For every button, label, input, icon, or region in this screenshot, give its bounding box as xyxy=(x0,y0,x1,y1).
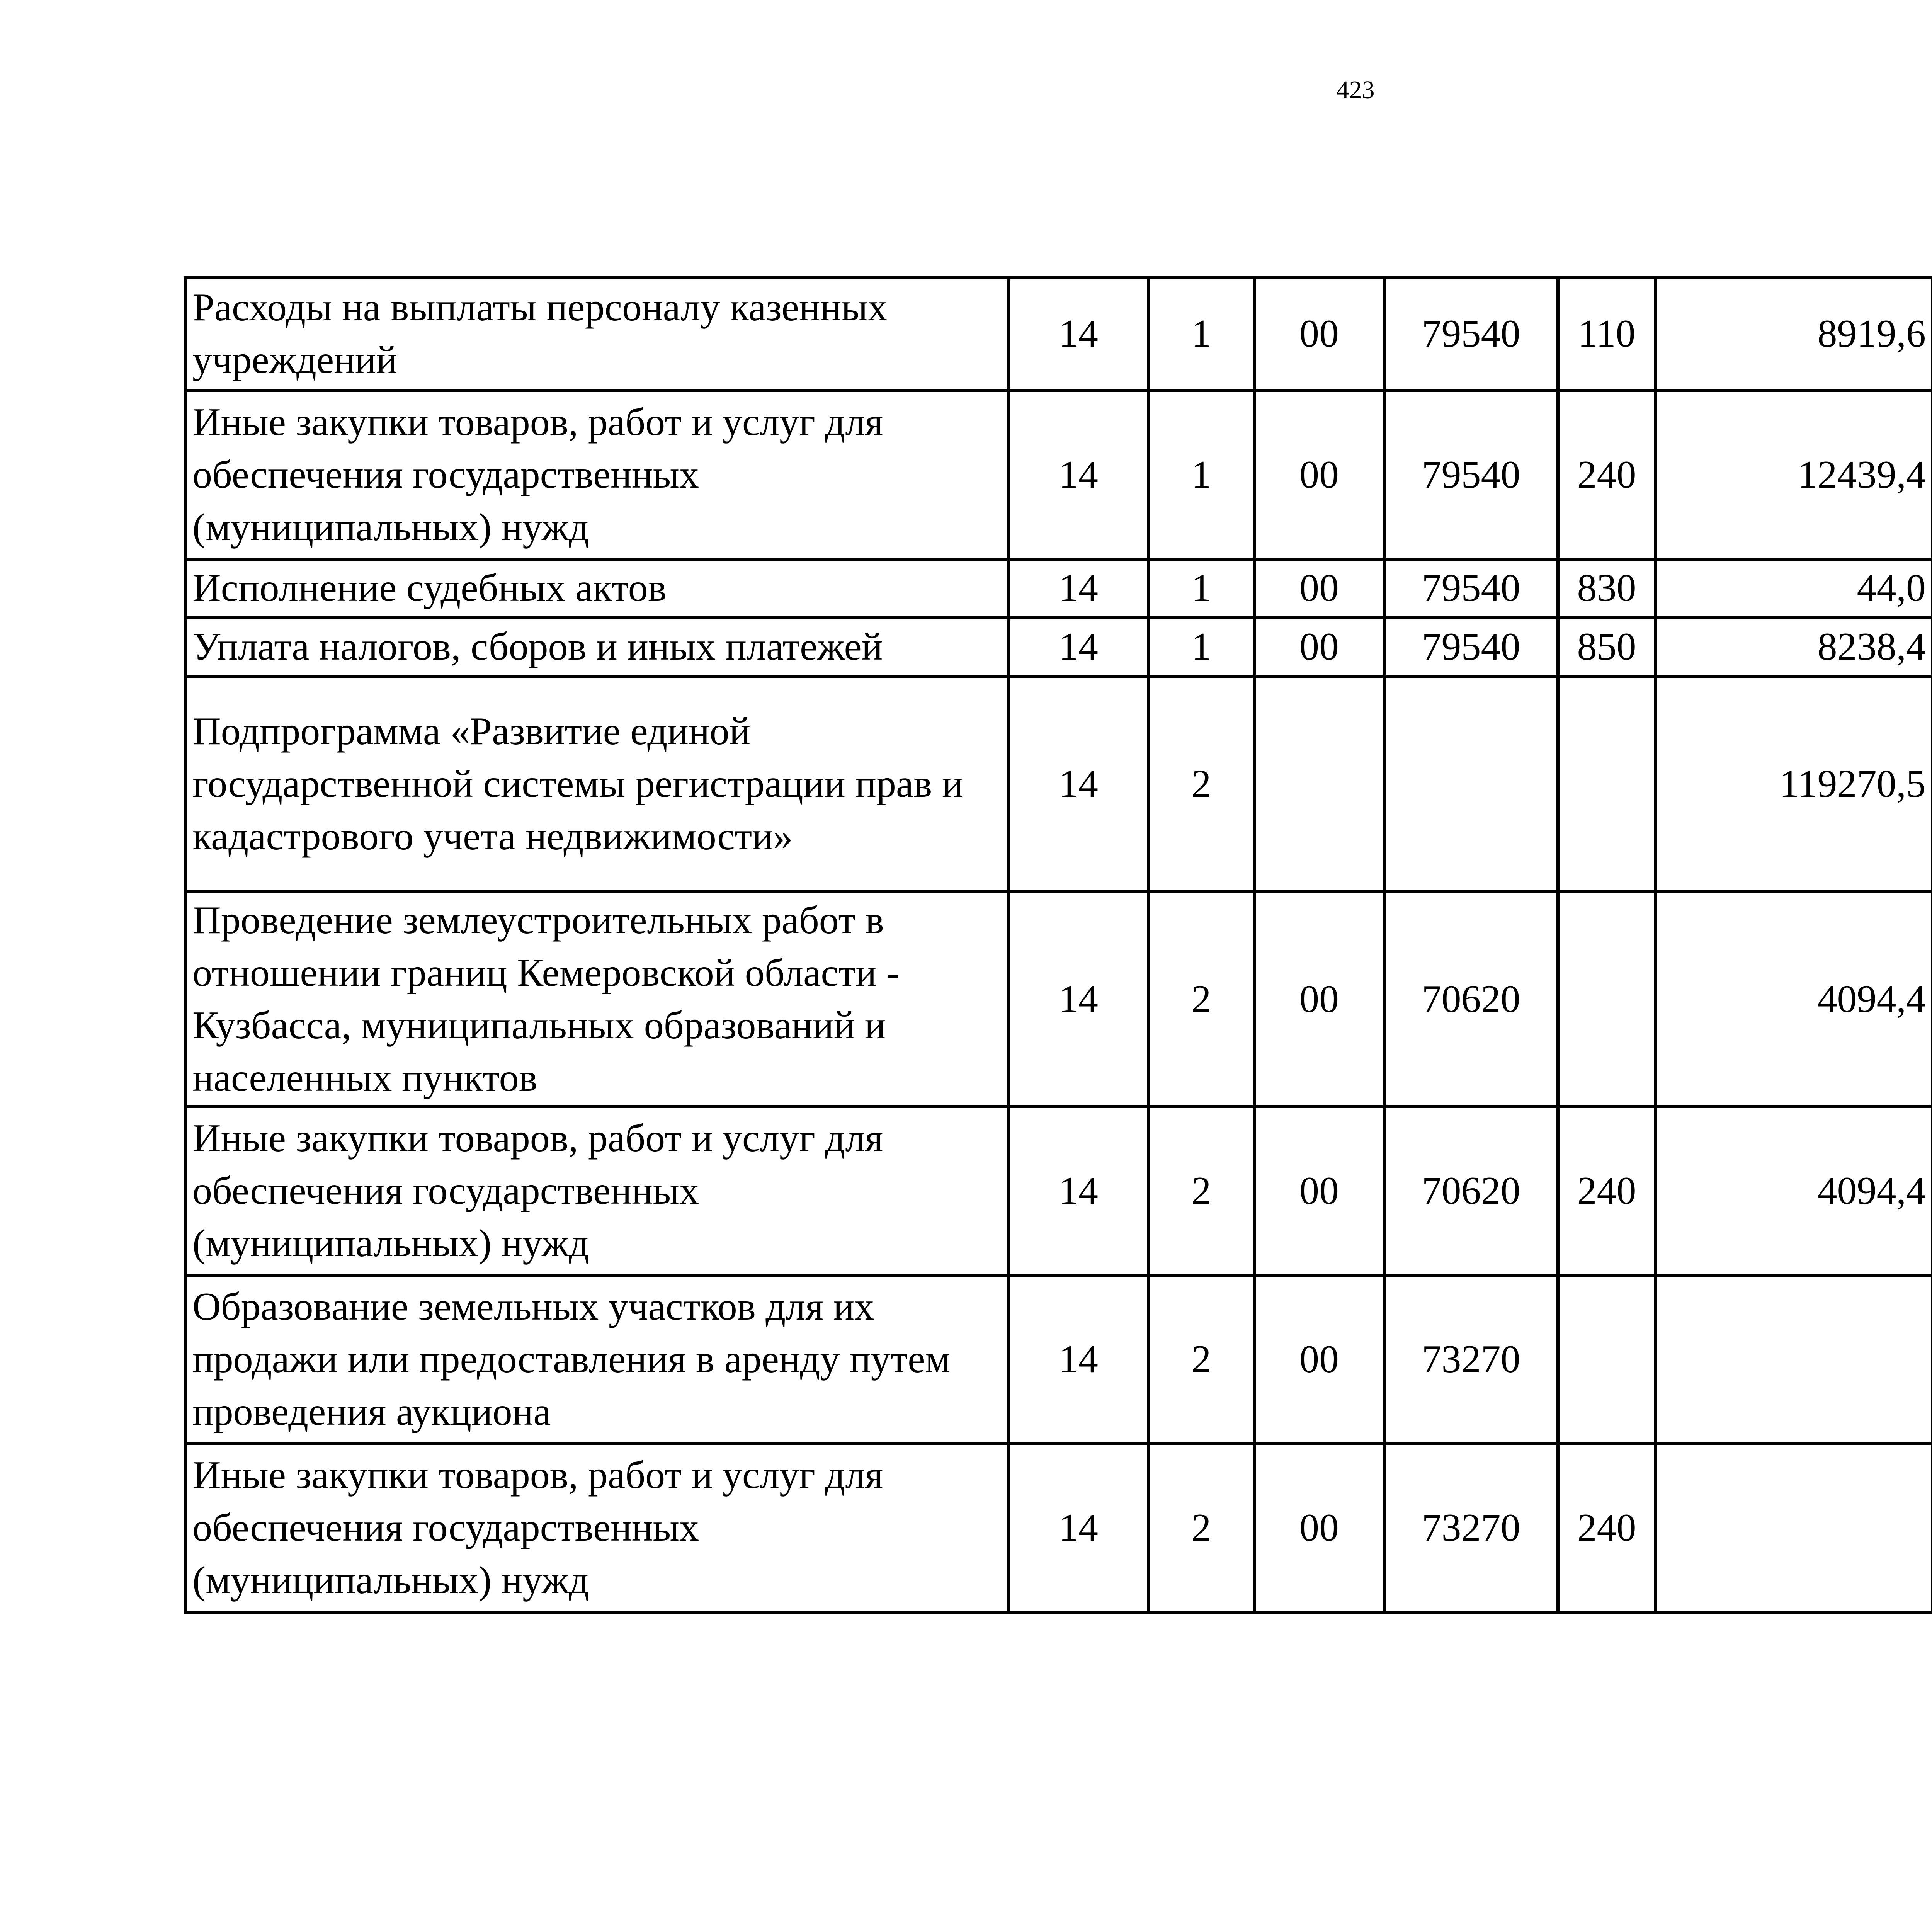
subprogram-code: 2 xyxy=(1148,1107,1254,1275)
amount-year-1: 8919,6 xyxy=(1655,277,1932,391)
section-code: 14 xyxy=(1009,391,1148,559)
target-code: 79540 xyxy=(1384,617,1558,676)
row-name: Образование земельных участков для их продажи или предоставления в аренду путем проведения аукциона xyxy=(185,1275,1009,1444)
expense-type-code: 240 xyxy=(1558,1444,1655,1612)
table-row xyxy=(185,617,1932,676)
subprogram-code: 2 xyxy=(1148,1444,1254,1612)
row-name: Уплата налогов, сборов и иных платежей xyxy=(185,617,1009,676)
direction-code: 00 xyxy=(1254,1444,1384,1612)
direction-code: 00 xyxy=(1254,391,1384,559)
row-name: Иные закупки товаров, работ и услуг для обеспечения государственных (муниципальных) нужд xyxy=(185,1444,1009,1612)
direction-code: 00 xyxy=(1254,559,1384,617)
expense-type-code: 110 xyxy=(1558,277,1655,391)
expense-type-code: 850 xyxy=(1558,617,1655,676)
section-code: 14 xyxy=(1009,559,1148,617)
row-name: Проведение землеустроительных работ в отношении границ Кемеровской области - Кузбасса, муниципальных образований и населенных пунктов xyxy=(185,892,1009,1107)
row-name: Расходы на выплаты персоналу казенных учреждений xyxy=(185,277,1009,391)
table-row xyxy=(185,277,1932,391)
direction-code: 00 xyxy=(1254,1107,1384,1275)
amount-year-1: 8238,4 xyxy=(1655,617,1932,676)
target-code xyxy=(1384,676,1558,892)
row-name: Исполнение судебных актов xyxy=(185,559,1009,617)
section-code: 14 xyxy=(1009,676,1148,892)
table-row xyxy=(185,1107,1932,1275)
expense-type-code xyxy=(1558,676,1655,892)
section-code: 14 xyxy=(1009,1107,1148,1275)
subprogram-code: 1 xyxy=(1148,277,1254,391)
target-code: 73270 xyxy=(1384,1275,1558,1444)
subprogram-code: 2 xyxy=(1148,1275,1254,1444)
subprogram-code: 2 xyxy=(1148,892,1254,1107)
subprogram-code: 1 xyxy=(1148,391,1254,559)
expense-type-code: 240 xyxy=(1558,391,1655,559)
section-code: 14 xyxy=(1009,1444,1148,1612)
row-name: Иные закупки товаров, работ и услуг для обеспечения государственных (муниципальных) нужд xyxy=(185,391,1009,559)
expense-type-code: 830 xyxy=(1558,559,1655,617)
section-code: 14 xyxy=(1009,617,1148,676)
table-row xyxy=(185,676,1932,892)
row-name: Подпрограмма «Развитие единой государственной системы регистрации прав и кадастрового учета недвижимости» xyxy=(185,676,1009,892)
amount-year-1: 4094,4 xyxy=(1655,1107,1932,1275)
target-code: 79540 xyxy=(1384,559,1558,617)
row-name: Иные закупки товаров, работ и услуг для обеспечения государственных (муниципальных) нужд xyxy=(185,1107,1009,1275)
direction-code: 00 xyxy=(1254,1275,1384,1444)
target-code: 79540 xyxy=(1384,277,1558,391)
target-code: 70620 xyxy=(1384,892,1558,1107)
amount-year-1 xyxy=(1655,1444,1932,1612)
amount-year-1: 119270,5 xyxy=(1655,676,1932,892)
section-code: 14 xyxy=(1009,892,1148,1107)
section-code: 14 xyxy=(1009,277,1148,391)
target-code: 70620 xyxy=(1384,1107,1558,1275)
amount-year-1 xyxy=(1655,1275,1932,1444)
target-code: 79540 xyxy=(1384,391,1558,559)
direction-code xyxy=(1254,676,1384,892)
page-number: 423 xyxy=(1336,76,1375,104)
direction-code: 00 xyxy=(1254,892,1384,1107)
expense-type-code xyxy=(1558,1275,1655,1444)
amount-year-1: 4094,4 xyxy=(1655,892,1932,1107)
subprogram-code: 2 xyxy=(1148,676,1254,892)
direction-code: 00 xyxy=(1254,277,1384,391)
section-code: 14 xyxy=(1009,1275,1148,1444)
budget-table xyxy=(184,276,1932,1614)
subprogram-code: 1 xyxy=(1148,559,1254,617)
table-row xyxy=(185,892,1932,1107)
expense-type-code: 240 xyxy=(1558,1107,1655,1275)
table-row xyxy=(185,391,1932,559)
expense-type-code xyxy=(1558,892,1655,1107)
subprogram-code: 1 xyxy=(1148,617,1254,676)
table-row xyxy=(185,1275,1932,1444)
amount-year-1: 12439,4 xyxy=(1655,391,1932,559)
direction-code: 00 xyxy=(1254,617,1384,676)
table-row xyxy=(185,559,1932,617)
target-code: 73270 xyxy=(1384,1444,1558,1612)
table-row xyxy=(185,1444,1932,1612)
amount-year-1: 44,0 xyxy=(1655,559,1932,617)
